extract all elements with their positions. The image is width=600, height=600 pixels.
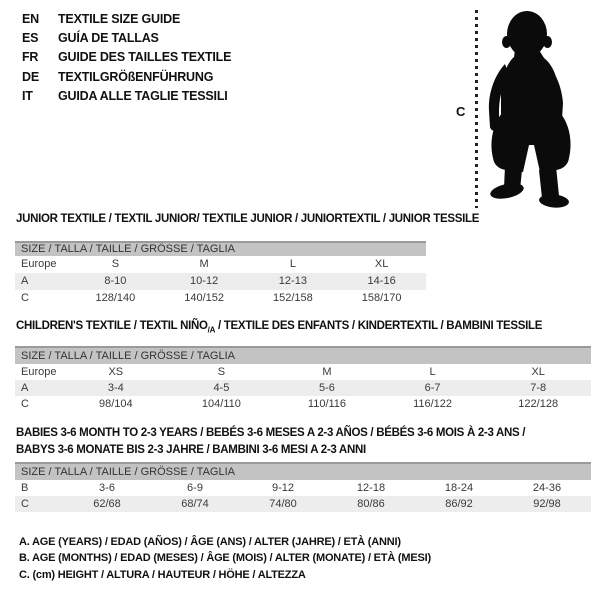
size-value-cell: 5-6 bbox=[319, 382, 335, 394]
table-row bbox=[15, 273, 426, 290]
language-code: ES bbox=[22, 30, 39, 45]
size-value-cell: 116/122 bbox=[413, 398, 453, 410]
language-code: FR bbox=[22, 50, 39, 65]
language-title: TEXTILE SIZE GUIDE bbox=[58, 11, 181, 26]
row-label: C bbox=[21, 498, 29, 510]
size-value-cell: 14-16 bbox=[367, 275, 396, 287]
height-measure-dotted-line bbox=[475, 10, 478, 208]
size-value-cell: XL bbox=[531, 366, 545, 378]
table-row bbox=[15, 380, 591, 396]
size-value-cell: 68/74 bbox=[181, 498, 209, 510]
babies-title-line2: BABYS 3-6 MONATE BIS 2-3 JAHRE / BAMBINI 3-6 MESI A 2-3 ANNI bbox=[16, 444, 366, 456]
size-value-cell: 158/170 bbox=[361, 292, 402, 304]
size-value-cell: 4-5 bbox=[213, 382, 230, 394]
language-title: GUIDE DES TAILLES TEXTILE bbox=[58, 50, 232, 65]
size-value-cell: 6-7 bbox=[424, 382, 441, 394]
size-value-cell: 86/92 bbox=[445, 498, 473, 510]
row-label: C bbox=[21, 292, 29, 304]
table-row bbox=[15, 364, 591, 380]
children-table-title bbox=[16, 320, 542, 334]
junior-size-table bbox=[15, 241, 426, 307]
language-row bbox=[22, 48, 231, 67]
language-code: EN bbox=[22, 11, 39, 26]
size-value-cell: 110/116 bbox=[307, 398, 347, 410]
size-value-cell: 74/80 bbox=[269, 498, 297, 510]
language-code: DE bbox=[22, 69, 39, 84]
size-value-cell: 140/152 bbox=[184, 292, 224, 304]
size-value-cell: 152/158 bbox=[272, 292, 313, 304]
language-row bbox=[22, 9, 231, 28]
size-value-cell: S bbox=[111, 258, 120, 270]
size-value-cell: 104/110 bbox=[201, 398, 241, 410]
table-row bbox=[15, 480, 591, 496]
size-value-cell: 10-12 bbox=[190, 275, 219, 287]
size-value-cell: 122/128 bbox=[518, 398, 559, 410]
language-row bbox=[22, 28, 231, 47]
size-value-cell: L bbox=[429, 366, 436, 378]
children-title-pre: CHILDREN'S TEXTILE / TEXTIL NIÑO bbox=[16, 320, 208, 332]
children-size-table bbox=[15, 346, 591, 412]
size-header-row bbox=[15, 463, 591, 480]
babies-table-title bbox=[16, 425, 525, 459]
size-value-cell: 18-24 bbox=[444, 482, 474, 494]
size-value-cell: 3-6 bbox=[99, 482, 115, 494]
size-header-row bbox=[15, 347, 591, 364]
table-row bbox=[15, 256, 426, 273]
size-value-cell: 6-9 bbox=[187, 482, 203, 494]
language-title: GUÍA DE TALLAS bbox=[58, 30, 159, 45]
children-title-post: / TEXTILE DES ENFANTS / KINDERTEXTIL / BAMBINI TESSILE bbox=[215, 320, 543, 332]
size-header-cell: SIZE / TALLA / TAILLE / GRÖSSE / TAGLIA bbox=[15, 242, 426, 256]
toddler-silhouette-icon bbox=[481, 8, 581, 210]
junior-table-title: JUNIOR TEXTILE / TEXTIL JUNIOR/ TEXTILE JUNIOR / JUNIORTEXTIL / JUNIOR TESSILE bbox=[16, 213, 480, 225]
legend-line-a: A. AGE (YEARS) / EDAD (AÑOS) / ÂGE (ANS) / ALTER (JAHRE) / ETÀ (ANNI) bbox=[19, 536, 401, 548]
language-title: GUIDA ALLE TAGLIE TESSILI bbox=[58, 88, 228, 103]
size-value-cell: 12-18 bbox=[356, 482, 386, 494]
size-value-cell: M bbox=[199, 258, 209, 270]
size-header-row bbox=[15, 242, 426, 256]
size-value-cell: 7-8 bbox=[530, 382, 547, 394]
size-value-cell: 9-12 bbox=[271, 482, 295, 494]
legend-line-c: C. (cm) HEIGHT / ALTURA / HAUTEUR / HÖHE / ALTEZZA bbox=[19, 568, 306, 581]
size-value-cell: XS bbox=[108, 366, 124, 378]
size-value-cell: 3-4 bbox=[107, 382, 124, 394]
size-value-cell: 128/140 bbox=[95, 292, 136, 304]
row-label: B bbox=[21, 482, 29, 494]
size-value-cell: 24-36 bbox=[532, 482, 562, 494]
size-value-cell: M bbox=[322, 366, 332, 378]
legend-line-b: B. AGE (MONTHS) / EDAD (MESES) / ÂGE (MOIS) / ALTER (MONATE) / ETÀ (MESI) bbox=[19, 552, 431, 565]
language-title-block bbox=[22, 9, 231, 105]
size-value-cell: 8-10 bbox=[104, 275, 127, 287]
size-value-cell: S bbox=[217, 366, 226, 378]
row-label: C bbox=[21, 398, 29, 410]
row-label: Europe bbox=[21, 258, 57, 270]
size-value-cell: 92/98 bbox=[533, 498, 561, 510]
language-title: TEXTILGRÖßENFÜHRUNG bbox=[58, 69, 214, 84]
size-value-cell: 98/104 bbox=[98, 398, 133, 410]
size-header-cell: SIZE / TALLA / TAILLE / GRÖSSE / TAGLIA bbox=[15, 463, 591, 480]
table-row bbox=[15, 496, 591, 512]
height-measure-label: C bbox=[456, 104, 466, 119]
size-header-cell: SIZE / TALLA / TAILLE / GRÖSSE / TAGLIA bbox=[15, 347, 591, 364]
size-value-cell: L bbox=[289, 258, 296, 270]
row-label: Europe bbox=[21, 366, 57, 378]
legend-block bbox=[19, 534, 431, 583]
size-value-cell: 12-13 bbox=[278, 275, 307, 287]
language-code: IT bbox=[22, 88, 33, 103]
size-value-cell: 80/86 bbox=[357, 498, 385, 510]
language-row bbox=[22, 86, 231, 105]
row-label: A bbox=[21, 275, 29, 287]
table-row bbox=[15, 290, 426, 307]
size-value-cell: XL bbox=[374, 258, 389, 270]
babies-size-table bbox=[15, 462, 591, 512]
children-title-sub: /A bbox=[207, 325, 216, 335]
size-value-cell: 62/68 bbox=[93, 498, 121, 510]
babies-title-line1: BABIES 3-6 MONTH TO 2-3 YEARS / BEBÉS 3-6 MESES A 2-3 AÑOS / BÉBÉS 3-6 MOIS À 2-3 ANS / bbox=[16, 427, 526, 439]
table-row bbox=[15, 396, 591, 412]
row-label: A bbox=[21, 382, 29, 394]
language-row bbox=[22, 67, 231, 86]
